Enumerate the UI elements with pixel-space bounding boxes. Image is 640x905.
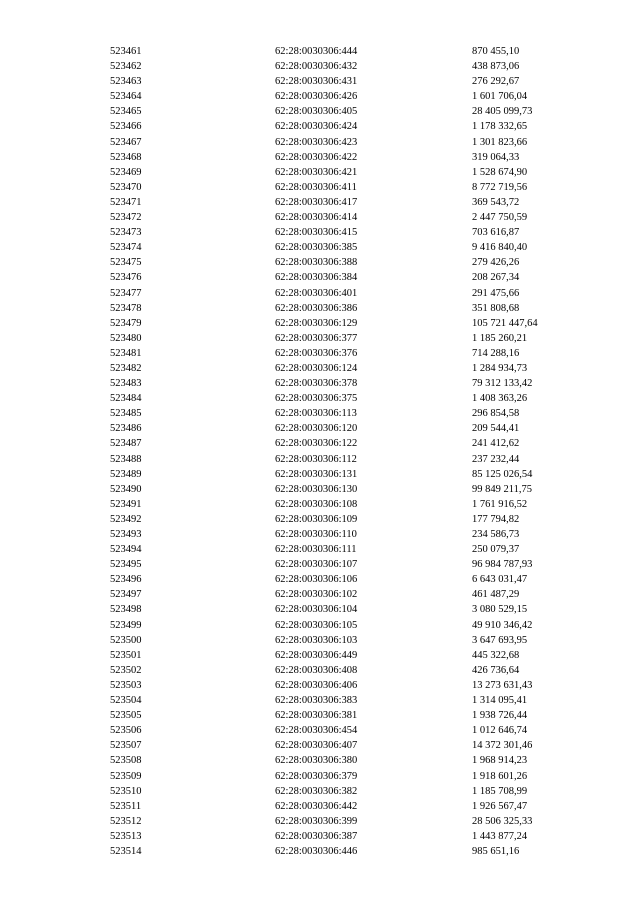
table-row: [0, 316, 640, 331]
table-row: [0, 436, 640, 451]
row-number: 523503: [110, 679, 142, 691]
cadastral-number: 62:28:0030306:102: [275, 589, 358, 601]
table-row: [0, 482, 640, 497]
cadastral-number: 62:28:0030306:122: [275, 438, 358, 450]
table-row: [0, 406, 640, 421]
cadastral-number: 62:28:0030306:113: [275, 408, 357, 420]
row-number: 523464: [110, 91, 142, 103]
row-number: 523484: [110, 393, 142, 405]
table-row: [0, 286, 640, 301]
cadastral-value: 1 301 823,66: [472, 136, 528, 148]
cadastral-value: 13 273 631,43: [472, 679, 533, 691]
cadastral-value: 703 616,87: [472, 227, 520, 239]
row-number: 523486: [110, 423, 142, 435]
table-row: [0, 346, 640, 361]
table-row: [0, 119, 640, 134]
cadastral-value: 279 426,26: [472, 257, 520, 269]
row-number: 523511: [110, 800, 142, 812]
row-number: 523479: [110, 317, 142, 329]
row-number: 523466: [110, 121, 142, 133]
row-number: 523470: [110, 181, 142, 193]
row-number: 523481: [110, 347, 142, 359]
table-row: [0, 527, 640, 542]
row-number: 523476: [110, 272, 142, 284]
cadastral-number: 62:28:0030306:408: [275, 664, 358, 676]
cadastral-number: 62:28:0030306:411: [275, 181, 357, 193]
table-row: [0, 150, 640, 165]
cadastral-number: 62:28:0030306:376: [275, 347, 358, 359]
cadastral-value: 351 808,68: [472, 302, 520, 314]
cadastral-value: 1 926 567,47: [472, 800, 528, 812]
cadastral-value: 6 643 031,47: [472, 574, 528, 586]
cadastral-value: 296 854,58: [472, 408, 520, 420]
cadastral-number: 62:28:0030306:431: [275, 76, 358, 88]
row-number: 523478: [110, 302, 142, 314]
table-row: [0, 467, 640, 482]
cadastral-value: 870 455,10: [472, 46, 520, 57]
cadastral-number: 62:28:0030306:405: [275, 106, 358, 118]
row-number: 523495: [110, 559, 142, 571]
cadastral-value: 714 288,16: [472, 347, 520, 359]
cadastral-value: 1 185 708,99: [472, 785, 528, 797]
table-row: [0, 557, 640, 572]
table-row: [0, 799, 640, 814]
table-row: [0, 180, 640, 195]
cadastral-value: 461 487,29: [472, 589, 520, 601]
row-number: 523471: [110, 196, 142, 208]
table-row: [0, 331, 640, 346]
table-row: [0, 753, 640, 768]
table-row: [0, 240, 640, 255]
cadastral-number: 62:28:0030306:388: [275, 257, 358, 269]
cadastral-number: 62:28:0030306:454: [275, 725, 358, 737]
cadastral-value: 1 528 674,90: [472, 166, 528, 178]
cadastral-value: 79 312 133,42: [472, 378, 533, 390]
table-row: [0, 618, 640, 633]
cadastral-value: 99 849 211,75: [472, 483, 532, 495]
row-number: 523488: [110, 453, 142, 465]
table-row: [0, 784, 640, 799]
cadastral-value: 1 012 646,74: [472, 725, 528, 737]
cadastral-number: 62:28:0030306:130: [275, 483, 358, 495]
row-number: 523509: [110, 770, 142, 782]
cadastral-value: 291 475,66: [472, 287, 520, 299]
row-number: 523467: [110, 136, 142, 148]
row-number: 523490: [110, 483, 142, 495]
table-row: [0, 844, 640, 859]
cadastral-number: 62:28:0030306:417: [275, 196, 358, 208]
cadastral-number: 62:28:0030306:110: [275, 529, 357, 540]
row-number: 523496: [110, 574, 142, 586]
cadastral-value: 1 314 095,41: [472, 695, 528, 707]
cadastral-value: 276 292,67: [472, 76, 520, 88]
cadastral-value: 8 772 719,56: [472, 181, 528, 193]
table-row: [0, 633, 640, 648]
cadastral-number: 62:28:0030306:432: [275, 61, 358, 73]
table-row: [0, 165, 640, 180]
cadastral-number: 62:28:0030306:421: [275, 166, 358, 178]
cadastral-value: 49 910 346,42: [472, 619, 533, 631]
row-number: 523497: [110, 589, 142, 601]
table-row: [0, 648, 640, 663]
cadastral-number: 62:28:0030306:381: [275, 710, 358, 722]
table-row: [0, 708, 640, 723]
cadastral-value: 14 372 301,46: [472, 740, 533, 752]
cadastral-number: 62:28:0030306:387: [275, 830, 358, 842]
row-number: 523506: [110, 725, 142, 737]
cadastral-value: 28 405 099,73: [472, 106, 533, 118]
cadastral-value: 1 968 914,23: [472, 755, 528, 767]
row-number: 523508: [110, 755, 142, 767]
row-number: 523505: [110, 710, 142, 722]
cadastral-number: 62:28:0030306:401: [275, 287, 358, 299]
row-number: 523500: [110, 634, 142, 646]
row-number: 523468: [110, 151, 142, 163]
cadastral-value: 1 938 726,44: [472, 710, 528, 722]
row-number: 523462: [110, 61, 142, 73]
cadastral-value: 2 447 750,59: [472, 212, 528, 224]
row-number: 523489: [110, 468, 142, 480]
cadastral-number: 62:28:0030306:383: [275, 695, 358, 707]
table-row: [0, 738, 640, 753]
cadastral-value: 1 761 916,52: [472, 498, 528, 510]
cadastral-number: 62:28:0030306:108: [275, 498, 358, 510]
row-number: 523502: [110, 664, 142, 676]
table-row: [0, 693, 640, 708]
cadastral-value: 96 984 787,93: [472, 559, 533, 571]
table-row: [0, 829, 640, 844]
cadastral-value: 3 080 529,15: [472, 604, 528, 616]
table-row: [0, 210, 640, 225]
row-number: 523472: [110, 212, 142, 224]
table-row: [0, 391, 640, 406]
cadastral-number: 62:28:0030306:382: [275, 785, 358, 797]
cadastral-value: 1 178 332,65: [472, 121, 528, 133]
cadastral-value: 234 586,73: [472, 529, 520, 540]
cadastral-value: 1 443 877,24: [472, 830, 528, 842]
cadastral-number: 62:28:0030306:380: [275, 755, 358, 767]
table-row: [0, 542, 640, 557]
cadastral-number: 62:28:0030306:446: [275, 845, 358, 857]
row-number: 523492: [110, 513, 142, 525]
table-row: [0, 301, 640, 316]
table-row: [0, 89, 640, 104]
row-number: 523480: [110, 332, 142, 344]
cadastral-number: 62:28:0030306:406: [275, 679, 358, 691]
row-number: 523485: [110, 408, 142, 420]
row-number: 523469: [110, 166, 142, 178]
table-row: [0, 678, 640, 693]
row-number: 523474: [110, 242, 142, 254]
cadastral-number: 62:28:0030306:415: [275, 227, 358, 239]
table-row: [0, 255, 640, 270]
table-row: [0, 104, 640, 119]
table-row: [0, 572, 640, 587]
cadastral-number: 62:28:0030306:375: [275, 393, 358, 405]
row-number: 523482: [110, 362, 142, 374]
cadastral-number: 62:28:0030306:407: [275, 740, 358, 752]
table-row: [0, 44, 640, 59]
row-number: 523504: [110, 695, 142, 707]
row-number: 523477: [110, 287, 142, 299]
cadastral-number: 62:28:0030306:422: [275, 151, 358, 163]
cadastral-value: 1 601 706,04: [472, 91, 528, 103]
row-number: 523499: [110, 619, 142, 631]
cadastral-number: 62:28:0030306:105: [275, 619, 358, 631]
cadastral-value: 85 125 026,54: [472, 468, 533, 480]
table-row: [0, 74, 640, 89]
cadastral-value: 208 267,34: [472, 272, 520, 284]
cadastral-number: 62:28:0030306:442: [275, 800, 358, 812]
row-number: 523512: [110, 815, 142, 827]
cadastral-value: 237 232,44: [472, 453, 520, 465]
cadastral-value: 426 736,64: [472, 664, 520, 676]
cadastral-number: 62:28:0030306:399: [275, 815, 358, 827]
table-row: [0, 663, 640, 678]
row-number: 523501: [110, 649, 142, 661]
table-row: [0, 602, 640, 617]
table-row: [0, 421, 640, 436]
cadastral-value: 209 544,41: [472, 423, 520, 435]
cadastral-number: 62:28:0030306:131: [275, 468, 358, 480]
cadastral-value: 369 543,72: [472, 196, 520, 208]
cadastral-value: 250 079,37: [472, 544, 520, 556]
row-number: 523461: [110, 46, 142, 57]
cadastral-number: 62:28:0030306:378: [275, 378, 358, 390]
cadastral-value: 1 918 601,26: [472, 770, 528, 782]
cadastral-number: 62:28:0030306:424: [275, 121, 358, 133]
row-number: 523507: [110, 740, 142, 752]
row-number: 523473: [110, 227, 142, 239]
cadastral-value: 438 873,06: [472, 61, 520, 73]
cadastral-number: 62:28:0030306:103: [275, 634, 358, 646]
cadastral-number: 62:28:0030306:120: [275, 423, 358, 435]
cadastral-value: 985 651,16: [472, 845, 520, 857]
table-row: [0, 769, 640, 784]
cadastral-value: 319 064,33: [472, 151, 520, 163]
cadastral-value: 1 408 363,26: [472, 393, 528, 405]
cadastral-number: 62:28:0030306:129: [275, 317, 358, 329]
cadastral-value: 105 721 447,64: [472, 317, 538, 329]
cadastral-number: 62:28:0030306:414: [275, 212, 358, 224]
cadastral-number: 62:28:0030306:384: [275, 272, 358, 284]
table-row: [0, 587, 640, 602]
cadastral-number: 62:28:0030306:423: [275, 136, 358, 148]
row-number: 523483: [110, 378, 142, 390]
cadastral-number: 62:28:0030306:111: [275, 544, 357, 556]
cadastral-number: 62:28:0030306:109: [275, 513, 358, 525]
cadastral-value: 1 284 934,73: [472, 362, 528, 374]
cadastral-number: 62:28:0030306:106: [275, 574, 358, 586]
row-number: 523494: [110, 544, 142, 556]
cadastral-value: 28 506 325,33: [472, 815, 533, 827]
table-row: [0, 270, 640, 285]
cadastral-number: 62:28:0030306:124: [275, 362, 358, 374]
table-row: [0, 135, 640, 150]
table-row: [0, 195, 640, 210]
cadastral-number: 62:28:0030306:377: [275, 332, 358, 344]
table-row: [0, 376, 640, 391]
table-row: [0, 59, 640, 74]
table-row: [0, 497, 640, 512]
cadastral-number: 62:28:0030306:444: [275, 46, 358, 57]
row-number: 523491: [110, 498, 142, 510]
table-row: [0, 723, 640, 738]
cadastral-number: 62:28:0030306:386: [275, 302, 358, 314]
cadastral-value: 1 185 260,21: [472, 332, 528, 344]
table-row: [0, 361, 640, 376]
cadastral-value-table: [0, 44, 640, 859]
cadastral-value: 177 794,82: [472, 513, 520, 525]
cadastral-value: 241 412,62: [472, 438, 520, 450]
cadastral-number: 62:28:0030306:426: [275, 91, 358, 103]
cadastral-number: 62:28:0030306:107: [275, 559, 358, 571]
table-row: [0, 225, 640, 240]
row-number: 523514: [110, 845, 142, 857]
row-number: 523463: [110, 76, 142, 88]
row-number: 523487: [110, 438, 142, 450]
row-number: 523475: [110, 257, 142, 269]
cadastral-value: 445 322,68: [472, 649, 520, 661]
cadastral-number: 62:28:0030306:379: [275, 770, 358, 782]
cadastral-number: 62:28:0030306:449: [275, 649, 358, 661]
cadastral-value: 9 416 840,40: [472, 242, 528, 254]
cadastral-value: 3 647 693,95: [472, 634, 528, 646]
table-row: [0, 452, 640, 467]
table-row: [0, 814, 640, 829]
row-number: 523493: [110, 529, 142, 540]
cadastral-number: 62:28:0030306:112: [275, 453, 357, 465]
table-row: [0, 512, 640, 527]
cadastral-number: 62:28:0030306:104: [275, 604, 358, 616]
cadastral-number: 62:28:0030306:385: [275, 242, 358, 254]
row-number: 523513: [110, 830, 142, 842]
row-number: 523498: [110, 604, 142, 616]
row-number: 523465: [110, 106, 142, 118]
row-number: 523510: [110, 785, 142, 797]
